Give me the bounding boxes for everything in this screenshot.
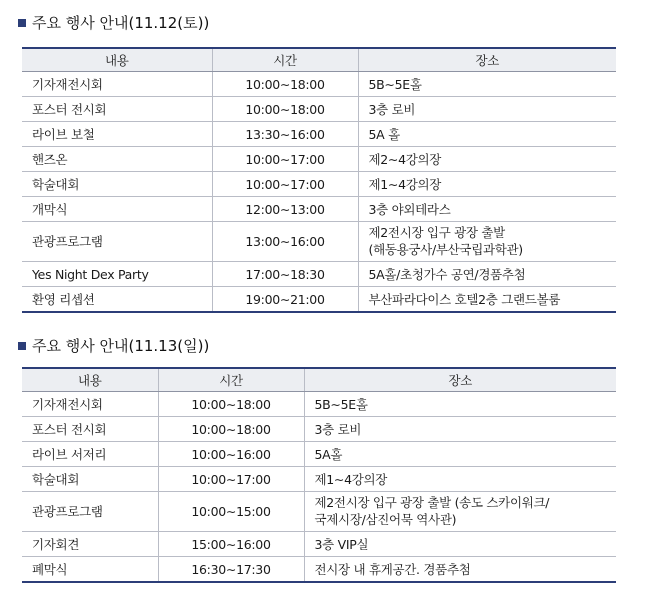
table-row <box>22 197 616 222</box>
place-cell <box>358 147 616 172</box>
col-header-event: 내용 <box>22 368 158 392</box>
table-row <box>22 262 616 287</box>
time-cell: 10:00∼17:00 <box>212 147 358 172</box>
place-cell <box>358 72 616 97</box>
event-cell: 학술대회 <box>22 467 158 492</box>
event-cell: 관광프로그램 <box>22 492 158 532</box>
table-row <box>22 442 616 467</box>
place-line: 제1∼4강의장 <box>314 471 388 487</box>
event-cell: 라이브 서저리 <box>22 442 158 467</box>
time-cell: 13:30∼16:00 <box>212 122 358 147</box>
event-cell: 포스터 전시회 <box>22 97 212 122</box>
place-cell <box>358 287 616 313</box>
event-cell: 라이브 보철 <box>22 122 212 147</box>
table-row <box>22 557 616 583</box>
event-cell: 기자재전시회 <box>22 392 158 417</box>
table-row <box>22 287 616 313</box>
col-header-place: 장소 <box>358 48 616 72</box>
event-cell: Yes Night Dex Party <box>22 262 212 287</box>
place-cell <box>358 122 616 147</box>
place-line: 5B∼5E홀 <box>368 76 422 92</box>
col-header-place: 장소 <box>304 368 616 392</box>
event-cell: 핸즈온 <box>22 147 212 172</box>
place-line: 제2전시장 입구 광장 출발 <box>368 225 505 240</box>
event-cell: 기자회견 <box>22 532 158 557</box>
event-cell: 학술대회 <box>22 172 212 197</box>
table-row <box>22 467 616 492</box>
place-line: 3층 로비 <box>368 101 416 117</box>
place-cell <box>304 532 616 557</box>
table-row <box>22 172 616 197</box>
time-cell: 19:00∼21:00 <box>212 287 358 313</box>
section-title-day2 <box>18 334 209 356</box>
place-line: 국제시장/삼진어묵 역사관) <box>314 512 457 527</box>
table-header-row <box>22 368 616 392</box>
table-row <box>22 222 616 262</box>
place-cell <box>304 492 616 532</box>
table-header-row <box>22 48 616 72</box>
place-cell <box>304 442 616 467</box>
place-cell <box>304 467 616 492</box>
place-line: 제1∼4강의장 <box>368 176 442 192</box>
place-cell <box>358 172 616 197</box>
event-cell: 폐막식 <box>22 557 158 583</box>
place-line: (해동용궁사/부산국립과학관) <box>368 242 523 257</box>
schedule-table-day1 <box>22 47 616 313</box>
time-cell: 10:00∼18:00 <box>212 97 358 122</box>
time-cell: 10:00∼18:00 <box>158 417 304 442</box>
table-row <box>22 532 616 557</box>
time-cell: 16:30∼17:30 <box>158 557 304 583</box>
place-cell <box>358 262 616 287</box>
section-title-day1 <box>18 11 209 33</box>
time-cell: 10:00∼18:00 <box>212 72 358 97</box>
col-header-time: 시간 <box>158 368 304 392</box>
place-line: 5A 홀 <box>368 126 400 142</box>
table-row <box>22 147 616 172</box>
place-cell <box>304 557 616 583</box>
place-cell <box>358 197 616 222</box>
col-header-time: 시간 <box>212 48 358 72</box>
place-cell <box>358 97 616 122</box>
time-cell: 10:00∼16:00 <box>158 442 304 467</box>
table-row <box>22 122 616 147</box>
col-header-event: 내용 <box>22 48 212 72</box>
time-cell: 10:00∼18:00 <box>158 392 304 417</box>
place-line: 부산파라다이스 호텔2층 그랜드볼룸 <box>368 291 561 307</box>
table-row <box>22 97 616 122</box>
time-cell: 10:00∼17:00 <box>158 467 304 492</box>
place-line: 5B∼5E홀 <box>314 396 368 412</box>
time-cell: 12:00∼13:00 <box>212 197 358 222</box>
time-cell: 10:00∼17:00 <box>212 172 358 197</box>
time-cell: 10:00∼15:00 <box>158 492 304 532</box>
place-line: 제2∼4강의장 <box>368 151 442 167</box>
table-row <box>22 72 616 97</box>
schedule-table-day2 <box>22 367 616 583</box>
bullet-square-icon <box>18 19 26 27</box>
event-cell: 포스터 전시회 <box>22 417 158 442</box>
place-cell <box>304 417 616 442</box>
place-cell <box>358 222 616 262</box>
time-cell: 13:00∼16:00 <box>212 222 358 262</box>
event-cell: 환영 리셉션 <box>22 287 212 313</box>
place-line: 제2전시장 입구 광장 출발 (송도 스카이워크/ <box>314 495 550 510</box>
place-line: 전시장 내 휴게공간. 경품추첨 <box>314 561 471 577</box>
section-title-day1-text: 주요 행사 안내(11.12(토)) <box>32 13 210 32</box>
place-line: 3층 야외테라스 <box>368 201 451 217</box>
place-line: 3층 로비 <box>314 421 362 437</box>
event-cell: 개막식 <box>22 197 212 222</box>
table-row <box>22 392 616 417</box>
bullet-square-icon <box>18 342 26 350</box>
place-line: 5A홀 <box>314 446 343 462</box>
place-line: 5A홀/초청가수 공연/경품추첨 <box>368 266 526 282</box>
place-line: 3층 VIP실 <box>314 536 369 552</box>
event-cell: 기자재전시회 <box>22 72 212 97</box>
time-cell: 17:00∼18:30 <box>212 262 358 287</box>
table-row <box>22 417 616 442</box>
section-title-day2-text: 주요 행사 안내(11.13(일)) <box>32 336 210 355</box>
time-cell: 15:00∼16:00 <box>158 532 304 557</box>
event-cell: 관광프로그램 <box>22 222 212 262</box>
table-row <box>22 492 616 532</box>
place-cell <box>304 392 616 417</box>
